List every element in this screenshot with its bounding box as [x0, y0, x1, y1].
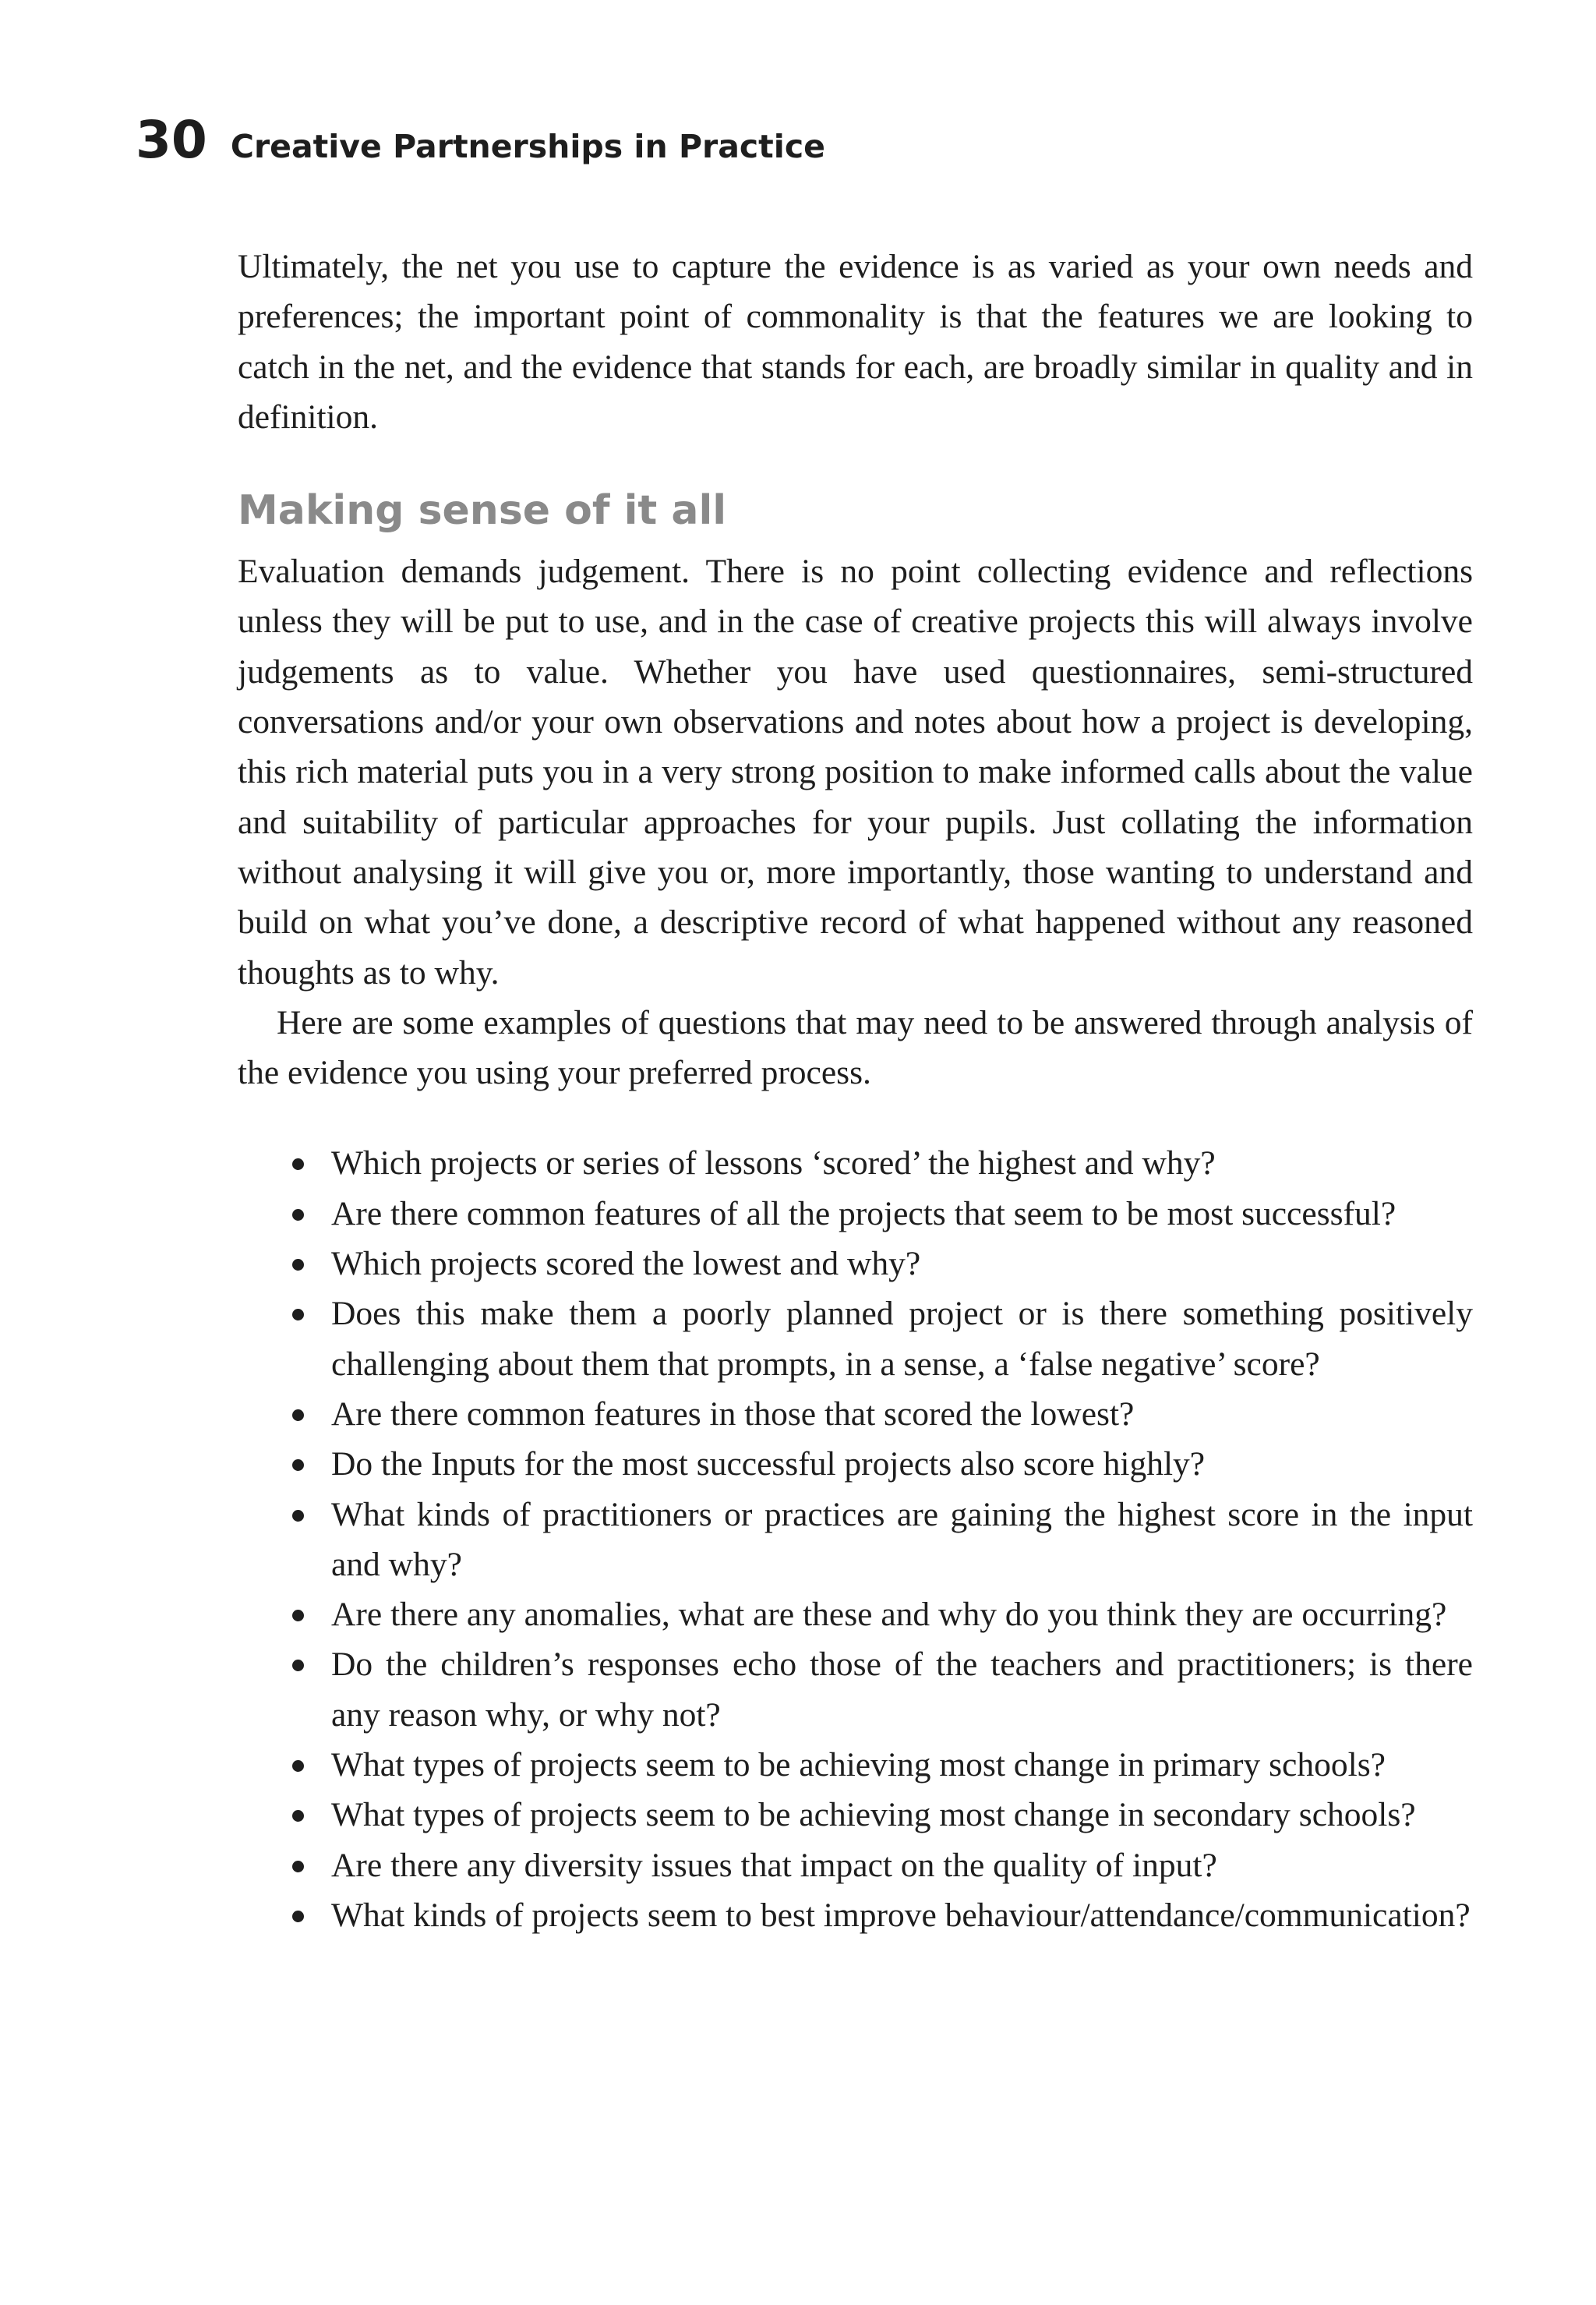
body-paragraph: Evaluation demands judgement. There is no point collecting evidence and reflections unless they will be put to use, and in the case of creative projects this will always involve judgements as to value. Whether you have used questionnaires, semi-structured conversations and/or your own observations and notes about how a project is developing, this rich material puts you in a very strong position to make informed calls about the value and suitability of particular approaches for your pupils. Just collating the information without analysing it will give you or, more importantly, those wanting to understand and build on what you’ve done, a descriptive record of what happened without any reasoned thoughts as to why. — [238, 553, 1473, 992]
list-item-text: Which projects or series of lessons ‘scored’ the highest and why? — [331, 1144, 1216, 1183]
list-item-text: Are there any diversity issues that impact on the quality of input? — [331, 1846, 1217, 1884]
list-item-text: What kinds of practitioners or practices are gaining the highest score in the input and why? — [331, 1495, 1473, 1583]
list-item-text: Are there any anomalies, what are these and why do you think they are occurring? — [331, 1596, 1447, 1634]
list-item-text: Does this make them a poorly planned project or is there something positively challenging about them that prompts, in a sense, a ‘false negative’ score? — [331, 1295, 1473, 1383]
list-item — [331, 1490, 1473, 1590]
page-body — [238, 242, 1473, 1940]
list-item-text: Are there common features of all the projects that seem to be most successful? — [331, 1194, 1396, 1232]
list-item-text: Are there common features in those that scored the lowest? — [331, 1395, 1135, 1433]
section-heading: Making sense of it all — [238, 487, 727, 535]
running-head — [136, 109, 825, 171]
bullet-icon — [292, 1610, 304, 1621]
body-paragraph: Here are some examples of questions that may need to be answered through analysis of the evidence you using your preferred process. — [238, 1003, 1473, 1092]
bullet-icon — [292, 1760, 304, 1772]
bullet-icon — [292, 1459, 304, 1471]
list-item-text: Which projects scored the lowest and why? — [331, 1245, 921, 1283]
bullet-icon — [292, 1259, 304, 1271]
intro-paragraph: Ultimately, the net you use to capture the evidence is as varied as your own needs and preferences; the important point of commonality is that the features we are looking to catch in the net, and the evidence that stands for each, are broadly similar in quality and in definition. — [238, 248, 1473, 436]
list-item — [331, 1790, 1473, 1840]
bullet-icon — [292, 1158, 304, 1170]
list-item — [331, 1639, 1473, 1740]
list-item — [331, 1189, 1473, 1239]
list-item — [331, 1589, 1473, 1639]
list-item — [331, 1239, 1473, 1289]
list-item — [331, 1439, 1473, 1489]
list-item — [331, 1138, 1473, 1188]
bullet-icon — [292, 1660, 304, 1671]
list-item — [331, 1890, 1473, 1940]
bullet-icon — [292, 1810, 304, 1822]
bullet-icon — [292, 1911, 304, 1922]
list-item — [331, 1389, 1473, 1439]
bullet-icon — [292, 1309, 304, 1320]
list-item-text: Do the Inputs for the most successful projects also score highly? — [331, 1445, 1206, 1483]
list-item-text: What types of projects seem to be achieving most change in primary schools? — [331, 1746, 1386, 1784]
list-item-text: Do the children’s responses echo those of the teachers and practitioners; is there any reason why, or why not? — [331, 1646, 1473, 1734]
bullet-icon — [292, 1510, 304, 1522]
bullet-icon — [292, 1209, 304, 1221]
list-item — [331, 1840, 1473, 1890]
list-item — [331, 1740, 1473, 1790]
page-number: 30 — [136, 110, 207, 170]
bullet-icon — [292, 1409, 304, 1421]
list-item — [331, 1289, 1473, 1389]
list-item-text: What types of projects seem to be achieving most change in secondary schools? — [331, 1796, 1416, 1834]
bullet-icon — [292, 1861, 304, 1872]
book-title: Creative Partnerships in Practice — [230, 128, 825, 165]
list-item-text: What kinds of projects seem to best improve behaviour/attendance/​communication? — [331, 1896, 1471, 1934]
question-list — [238, 1138, 1473, 1940]
